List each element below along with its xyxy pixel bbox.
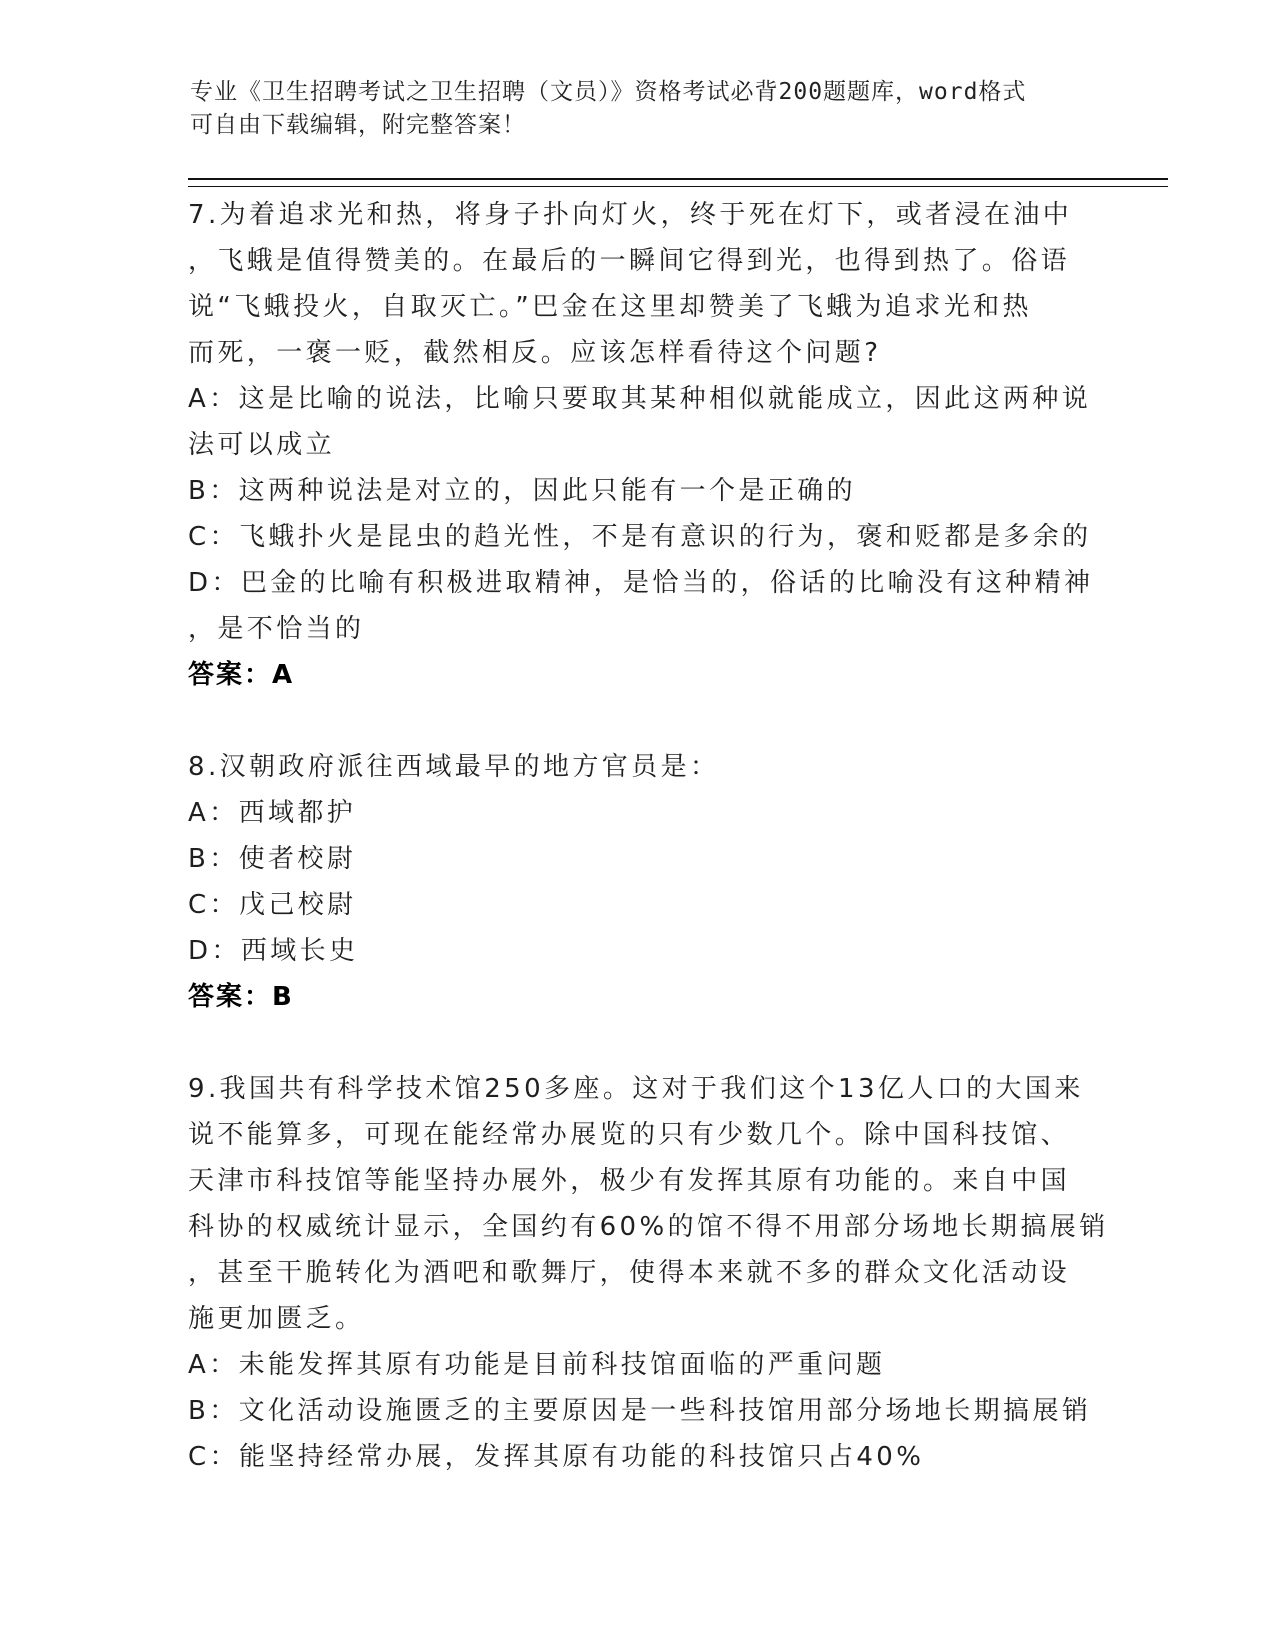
- question-stem-line: ，甚至干脆转化为酒吧和歌舞厅，使得本来就不多的群众文化活动设: [188, 1258, 1071, 1288]
- question-spacer: [188, 698, 1088, 744]
- option-a: A：未能发挥其原有功能是目前科技馆面临的严重问题: [188, 1350, 886, 1380]
- option-d: D：巴金的比喻有积极进取精神，是恰当的，俗话的比喻没有这种精神: [188, 568, 1094, 598]
- question-7: [188, 192, 1094, 698]
- header-line: 可自由下载编辑，附完整答案！: [190, 112, 526, 138]
- question-stem-line: 天津市科技馆等能坚持办展外，极少有发挥其原有功能的。来自中国: [188, 1166, 1071, 1196]
- option-a: A：西域都护: [188, 798, 357, 828]
- question-stem-line: 科协的权威统计显示，全国约有60%的馆不得不用部分场地长期搞展销: [188, 1212, 1109, 1242]
- header-divider: [188, 178, 1168, 187]
- question-spacer: [188, 1020, 1088, 1066]
- question-stem-line: 7.为着追求光和热，将身子扑向灯火，终于死在灯下，或者浸在油中: [188, 200, 1073, 230]
- question-stem-line: 说不能算多，可现在能经常办展览的只有少数几个。除中国科技馆、: [188, 1120, 1071, 1150]
- answer-label: 答案：B: [188, 982, 294, 1012]
- question-stem-line: 而死，一褒一贬，截然相反。应该怎样看待这个问题?: [188, 338, 882, 368]
- option-c: C：飞蛾扑火是昆虫的趋光性，不是有意识的行为，褒和贬都是多余的: [188, 522, 1092, 552]
- option-b: B：文化活动设施匮乏的主要原因是一些科技馆用部分场地长期搞展销: [188, 1396, 1092, 1426]
- question-9: [188, 1066, 1109, 1480]
- question-stem-line: ，飞蛾是值得赞美的。在最后的一瞬间它得到光，也得到热了。俗语: [188, 246, 1071, 276]
- option-c: C：能坚持经常办展，发挥其原有功能的科技馆只占40%: [188, 1442, 925, 1472]
- option-d: D：西域长史: [188, 936, 359, 966]
- option-a: A：这是比喻的说法，比喻只要取其某种相似就能成立，因此这两种说: [188, 384, 1092, 414]
- page-header: [190, 76, 1090, 142]
- question-stem-line: 说“飞蛾投火，自取灭亡。”巴金在这里却赞美了飞蛾为追求光和热: [188, 292, 1032, 322]
- option-d-continuation: ，是不恰当的: [188, 614, 365, 644]
- option-b: B：这两种说法是对立的，因此只能有一个是正确的: [188, 476, 857, 506]
- option-b: B：使者校尉: [188, 844, 357, 874]
- question-list: [188, 192, 1109, 1480]
- question-stem-line: 8.汉朝政府派往西域最早的地方官员是：: [188, 752, 720, 782]
- question-stem-line: 施更加匮乏。: [188, 1304, 365, 1334]
- question-8: [188, 744, 1088, 1020]
- answer-label: 答案：A: [188, 660, 295, 690]
- option-a-continuation: 法可以成立: [188, 430, 336, 460]
- header-line: 专业《卫生招聘考试之卫生招聘（文员）》资格考试必背200题题库，word格式: [190, 79, 1027, 105]
- option-c: C：戊己校尉: [188, 890, 357, 920]
- question-stem-line: 9.我国共有科学技术馆250多座。这对于我们这个13亿人口的大国来: [188, 1074, 1084, 1104]
